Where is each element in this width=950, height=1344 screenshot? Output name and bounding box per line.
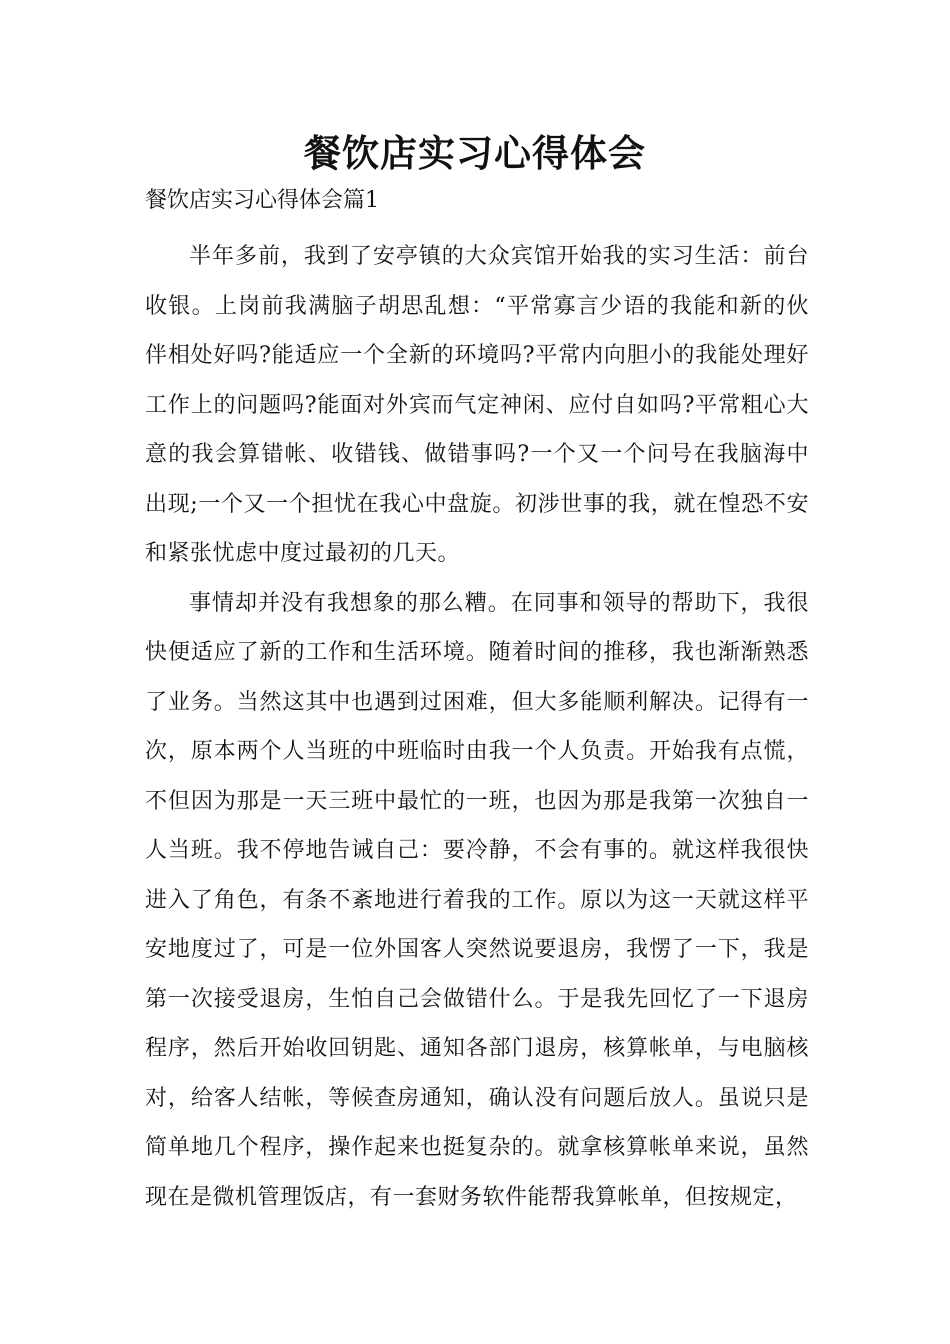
document-body [145,232,809,1222]
section-heading: 餐饮店实习心得体会篇1 [145,188,379,213]
paragraph-1: 半年多前，我到了安亭镇的大众宾馆开始我的实习生活：前台收银。上岗前我满脑子胡思乱想：“平常寡言少语的我能和新的伙伴相处好吗?能适应一个全新的环境吗?平常内向胆小的我能处理好工作上的问题吗?能面对外宾而气定神闲、应付自如吗?平常粗心大意的我会算错帐、收错钱、做错事吗?一个又一个问号在我脑海中出现;一个又一个担忧在我心中盘旋。初涉世事的我，就在惶恐不安和紧张忧虑中度过最初的几天。 [145,244,809,566]
paragraph-2: 事情却并没有我想象的那么糟。在同事和领导的帮助下，我很快便适应了新的工作和生活环境。随着时间的推移，我也渐渐熟悉了业务。当然这其中也遇到过困难，但大多能顺利解决。记得有一次，原本两个人当班的中班临时由我一个人负责。开始我有点慌，不但因为那是一天三班中最忙的一班，也因为那是我第一次独自一人当班。我不停地告诫自己：要冷静，不会有事的。就这样我很快进入了角色，有条不紊地进行着我的工作。原以为这一天就这样平安地度过了，可是一位外国客人突然说要退房，我愣了一下，我是第一次接受退房，生怕自己会做错什么。于是我先回忆了一下退房程序，然后开始收回钥匙、通知各部门退房，核算帐单，与电脑核对，给客人结帐，等候查房通知，确认没有问题后放人。虽说只是简单地几个程序，操作起来也挺复杂的。就拿核算帐单来说，虽然现在是微机管理饭店，有一套财务软件能帮我算帐单，但按规定， [145,590,809,1210]
document-title: 餐饮店实习心得体会 [304,131,646,175]
